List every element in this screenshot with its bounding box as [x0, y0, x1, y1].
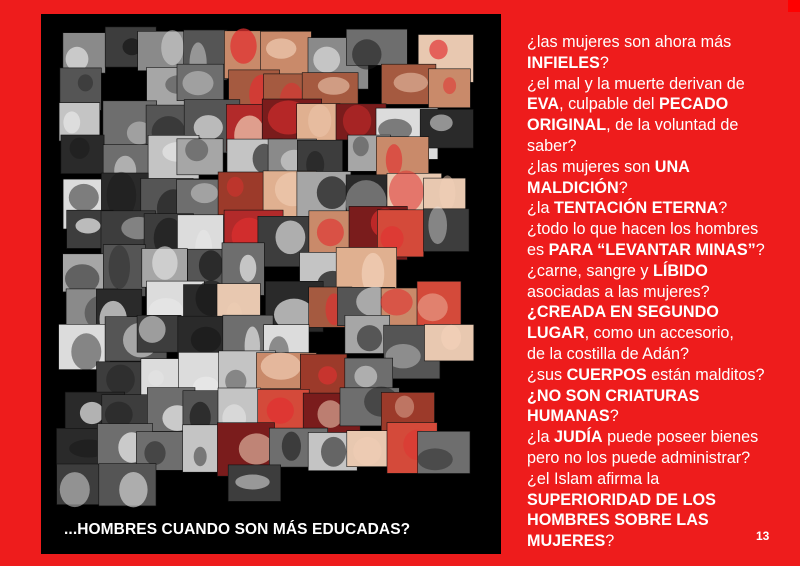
photo-figure: [352, 39, 381, 69]
photo-figure: [239, 433, 274, 464]
text-line: [527, 157, 797, 178]
photo-figure: [318, 400, 344, 428]
bold-text: LUGAR: [527, 324, 585, 343]
photo-figure: [69, 184, 99, 211]
photo-figure: [317, 176, 347, 209]
text-line: [527, 323, 797, 344]
text-run: puede poseer bienes: [602, 428, 759, 447]
bold-text: TENTACIÓN ETERNA: [554, 199, 719, 218]
photo-figure: [230, 28, 256, 63]
text-line: [527, 94, 797, 115]
photo-figure: [430, 115, 453, 132]
bold-text: CUERPOS: [566, 365, 647, 384]
collage-caption: ...HOMBRES CUANDO SON MÁS EDUCADAS?: [64, 521, 411, 538]
text-run: ¿las mujeres son: [527, 157, 655, 176]
text-line: [527, 406, 797, 427]
text-line: [527, 240, 797, 261]
photo-figure: [235, 475, 269, 490]
text-run: , como un accesorio,: [584, 324, 734, 343]
bold-text: UNA: [654, 157, 690, 176]
photo-figure: [60, 472, 90, 507]
photo-figure: [318, 77, 350, 95]
photo-figure: [354, 366, 377, 388]
photo-figure: [63, 111, 80, 133]
bold-text: INFIELES: [527, 53, 600, 72]
text-run: ?: [755, 240, 765, 259]
photo-figure: [395, 396, 414, 418]
text-line: [527, 136, 797, 157]
photo-figure: [276, 221, 306, 255]
photo-figure: [428, 207, 447, 245]
photo-figure: [357, 325, 382, 351]
bold-text: LÍBIDO: [652, 261, 708, 280]
photo-figure: [441, 325, 461, 350]
photo-figure: [394, 73, 428, 93]
photo-figure: [106, 365, 135, 395]
photo-figure: [353, 437, 381, 465]
text-line: [527, 53, 797, 74]
text-run: ?: [609, 407, 619, 426]
photo-figure: [183, 71, 214, 95]
bold-text: PARA “LEVANTAR MINAS”: [548, 240, 756, 259]
bold-text: SUPERIORIDAD DE LOS: [527, 490, 716, 509]
photo-figure: [308, 105, 331, 138]
page-number: 13: [756, 529, 770, 543]
photo-figure: [240, 255, 257, 282]
text-run: ?: [718, 199, 728, 218]
photo-figure: [70, 138, 90, 159]
text-run: pero no los puede administrar?: [527, 448, 751, 467]
photo-figure: [443, 77, 456, 94]
photo-figure: [148, 370, 164, 386]
photo-figure: [266, 38, 296, 58]
text-line: [527, 219, 797, 240]
text-run: ¿sus: [527, 365, 567, 384]
photo-figure: [267, 398, 294, 424]
bold-text: ¿NO SON CRIATURAS: [527, 386, 700, 405]
bold-text: MUJERES: [527, 532, 606, 551]
photo-figure: [282, 432, 301, 461]
photo-figure: [152, 246, 177, 280]
photo-figure: [353, 136, 369, 156]
photo-figure: [139, 316, 166, 343]
corner-mark: [788, 0, 800, 12]
text-line: [527, 261, 797, 282]
text-line: [527, 198, 797, 219]
text-run: ¿el mal y la muerte derivan de: [527, 74, 745, 93]
photo-figure: [261, 353, 301, 380]
text-run: , culpable del: [559, 95, 659, 114]
text-line: [527, 74, 797, 95]
photo-figure: [119, 472, 147, 507]
text-line: [527, 427, 797, 448]
photo-figure: [418, 293, 448, 321]
text-run: ?: [618, 178, 628, 197]
text-run: ?: [599, 53, 609, 72]
bold-text: JUDÍA: [554, 428, 603, 447]
photo-figure: [381, 289, 413, 316]
bold-text: EVA: [527, 95, 560, 114]
text-line: [527, 490, 797, 511]
photo-figure: [439, 175, 455, 210]
photo-figure: [343, 105, 371, 137]
questions-text: [527, 32, 797, 552]
photo-figure: [78, 74, 93, 91]
text-run: asociadas a las mujeres?: [527, 282, 710, 301]
photo-collage: [41, 14, 501, 554]
text-run: ¿la: [527, 428, 554, 447]
text-run: ¿carne, sangre y: [527, 261, 653, 280]
photo-figure: [144, 441, 165, 465]
photo-figure: [386, 144, 402, 176]
bold-text: ¿CREADA EN SEGUNDO: [527, 303, 719, 322]
text-run: están malditos?: [646, 365, 765, 384]
photo-figure: [109, 245, 130, 289]
photo-figure: [194, 447, 207, 467]
photo-figure: [80, 402, 104, 424]
text-line: [527, 32, 797, 53]
text-run: , de la voluntad de: [606, 116, 739, 135]
bold-text: PECADO: [659, 95, 729, 114]
text-run: ¿el Islam afirma la: [527, 469, 660, 488]
photo-figure: [317, 219, 344, 247]
bold-text: ORIGINAL: [527, 116, 607, 135]
photo-figure: [381, 226, 404, 251]
photo-collage-frame: [41, 14, 501, 554]
text-line: [527, 365, 797, 386]
text-line: [527, 510, 797, 531]
photo-figure: [429, 40, 447, 60]
photo-figure: [191, 183, 218, 203]
text-line: [527, 448, 797, 469]
text-line: [527, 302, 797, 323]
text-run: es: [527, 240, 549, 259]
photo-figure: [185, 139, 208, 161]
text-line: [527, 282, 797, 303]
text-line: [527, 115, 797, 136]
text-run: saber?: [527, 136, 577, 155]
bold-text: MALDICIÓN: [527, 178, 619, 197]
photo-figure: [318, 366, 337, 384]
bold-text: HUMANAS: [527, 407, 610, 426]
photo-figure: [199, 250, 223, 280]
text-line: [527, 386, 797, 407]
text-line: [527, 469, 797, 490]
photo-figure: [66, 47, 89, 71]
text-run: ?: [605, 532, 615, 551]
photo-figure: [227, 177, 244, 197]
photo-figure: [321, 437, 346, 467]
photo-figure: [76, 218, 101, 233]
text-run: de la costilla de Adán?: [527, 344, 689, 363]
photo-figure: [313, 47, 340, 73]
text-run: ¿todo lo que hacen los hombres: [527, 220, 759, 239]
text-run: ¿las mujeres son ahora más: [527, 33, 732, 51]
photo-figure: [417, 448, 452, 470]
bold-text: HOMBRES SOBRE LAS: [527, 511, 709, 530]
photo-figure: [161, 30, 183, 65]
text-line: [527, 344, 797, 365]
photo-figure: [191, 327, 221, 353]
text-run: ¿la: [527, 199, 554, 218]
text-line: [527, 178, 797, 199]
